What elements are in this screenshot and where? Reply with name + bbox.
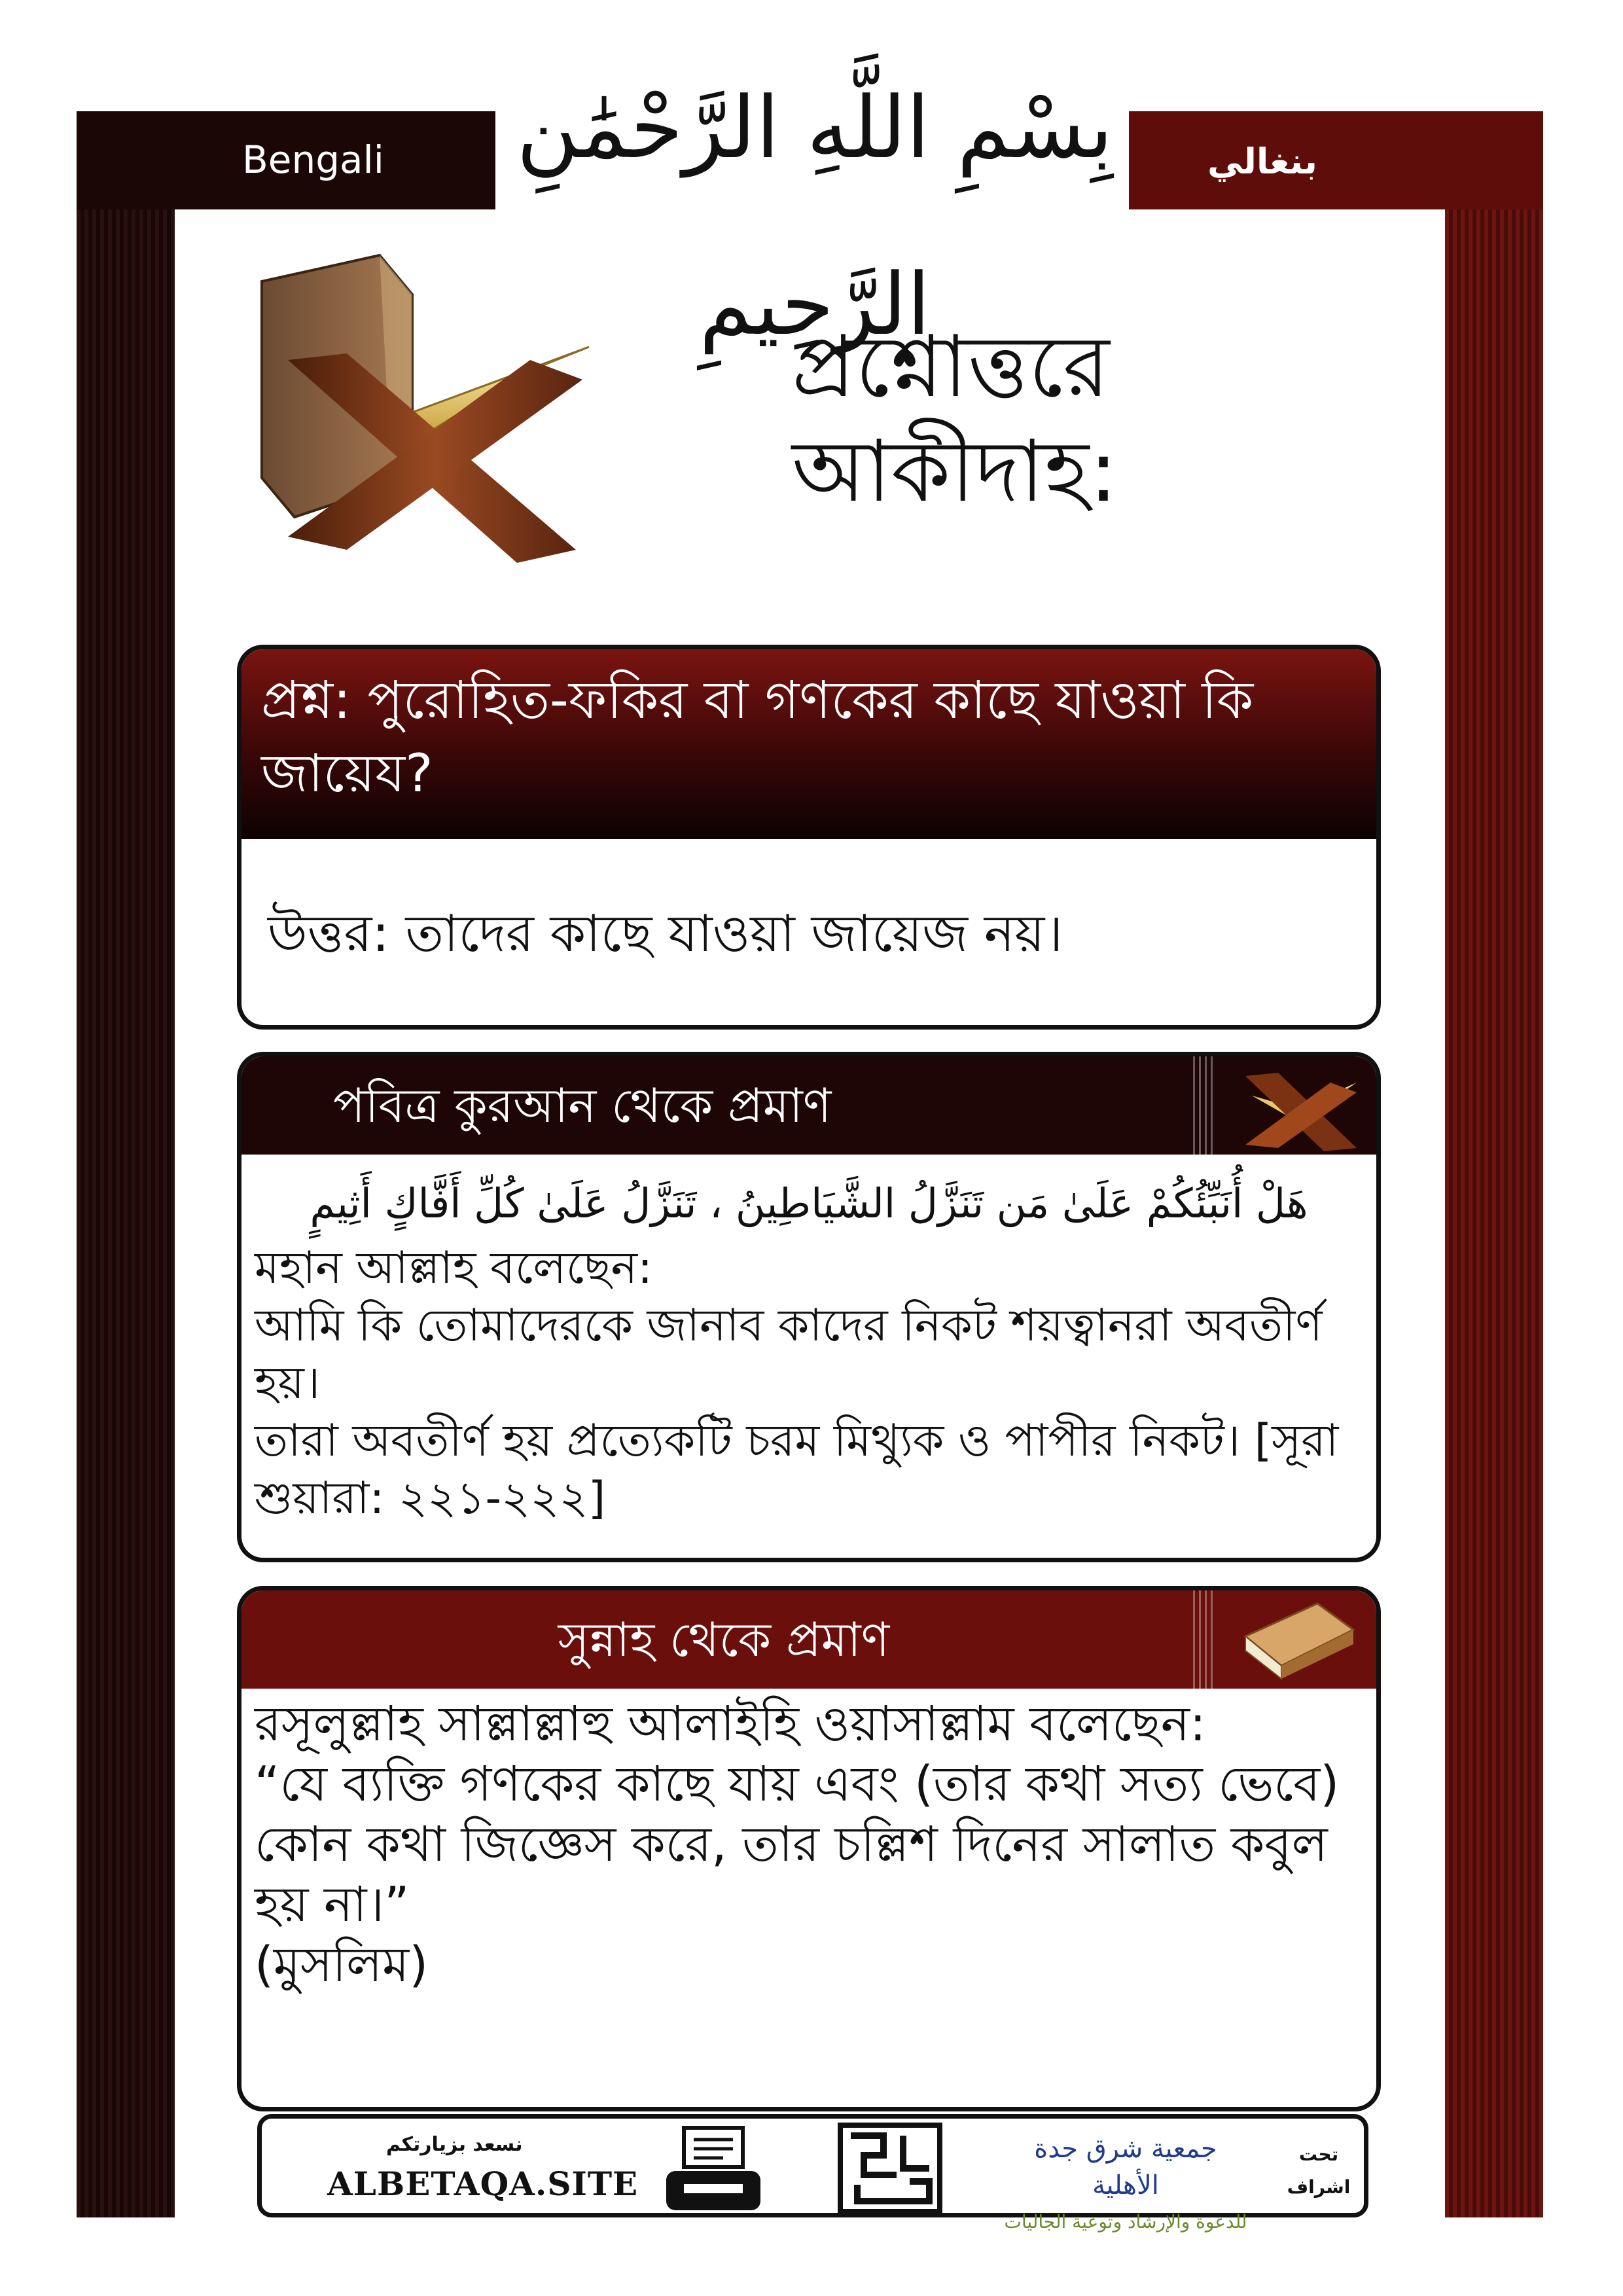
quran-line-1: মহান আল্লাহ বলেছেন: (255, 1242, 653, 1294)
quran-evidence-card (237, 1052, 1381, 1562)
under-supervision-label (1283, 2138, 1355, 2204)
page-title-line-1: প্রশ্নোত্তরে (792, 317, 1110, 416)
basmala-calligraphy: بِسْمِ اللَّهِ الرَّحْمَٰنِ الرَّحِيمِ (516, 78, 1113, 354)
language-label-english: Bengali (242, 137, 384, 182)
sunnah-heading: সুন্নাহ থেকে প্রমাণ (558, 1612, 890, 1667)
dawah-logo-icon (838, 2123, 942, 2214)
question-heading: প্রশ্ন: পুরোহিত-ফকির বা গণকের কাছে যাওয়া কি জায়েয? (241, 649, 1376, 839)
quran-line-2: আমি কি তোমাদেরকে জানাব কাদের নিকট শয়ত্বানরা অবতীর্ণ হয়। (255, 1300, 1323, 1409)
page-title (792, 314, 1289, 524)
sunnah-evidence-card (237, 1586, 1381, 2111)
sunnah-line-1: রসূলুল্লাহ সাল্লাল্লাহু আলাইহি ওয়াসাল্লাম বলেছেন: (255, 1696, 1206, 1752)
quran-translation (241, 1240, 1376, 1528)
answer-text: উত্তর: তাদের কাছে যাওয়া জায়েজ নয়। (268, 905, 1063, 963)
visit-text: نسعد بزيارتكم (386, 2133, 523, 2156)
quran-heading: পবিত্র কুরআন থেকে প্রমাণ (333, 1078, 832, 1133)
frame-left-border (77, 111, 175, 2217)
footer-bar (257, 2114, 1368, 2233)
sunnah-line-2: “যে ব্যক্তি গণকের কাছে যায় এবং (তার কথা সত্য ভেবে) কোন কথা জিজ্ঞেস করে, তার চল্লিশ দিনের সালাত কবুল হয় না।” (255, 1756, 1340, 1933)
org-name: جمعية شرق جدة الأهلية (1034, 2134, 1217, 2200)
site-link[interactable]: ALBETAQA.SITE (327, 2164, 639, 2203)
book-icon (1232, 1590, 1363, 1689)
organization-name (1001, 2130, 1250, 2240)
heading-stripes (1193, 1056, 1213, 1155)
book-stand-icon (1226, 1056, 1370, 1155)
heading-stripes (1193, 1590, 1213, 1689)
quran-line-3: তারা অবতীর্ণ হয় প্রত্যেকটি চরম মিথ্যুক ও পাপীর নিকট। [সূরা শুয়ারা: ২২১-২২২] (255, 1415, 1339, 1524)
book-stand-icon (249, 242, 602, 583)
header-band-right (1129, 111, 1543, 209)
frame-right-border (1445, 111, 1543, 2217)
org-subtitle: للدعوة والإرشاد وتوعية الجاليات (1004, 2211, 1247, 2233)
page-title-line-2: আকীদাহ: (792, 422, 1118, 521)
under-label-1: تحت (1298, 2144, 1339, 2165)
language-label-arabic: بنغالي (1207, 141, 1317, 182)
printer-icon[interactable] (661, 2124, 766, 2215)
sunnah-line-3: (মুসলিম) (255, 1937, 429, 1993)
sunnah-heading-bar (241, 1590, 1376, 1689)
quran-ayah: هَلْ أُنَبِّئُكُمْ عَلَىٰ مَن تَنَزَّلُ الشَّيَاطِينُ ، تَنَزَّلُ عَلَىٰ كُلِّ أَفَّاكٍ أَثِيمٍ (310, 1179, 1308, 1227)
under-label-2: اشراف (1287, 2176, 1351, 2198)
question-card (237, 645, 1381, 1030)
sunnah-text (241, 1689, 1376, 2000)
quran-heading-bar (241, 1056, 1376, 1155)
